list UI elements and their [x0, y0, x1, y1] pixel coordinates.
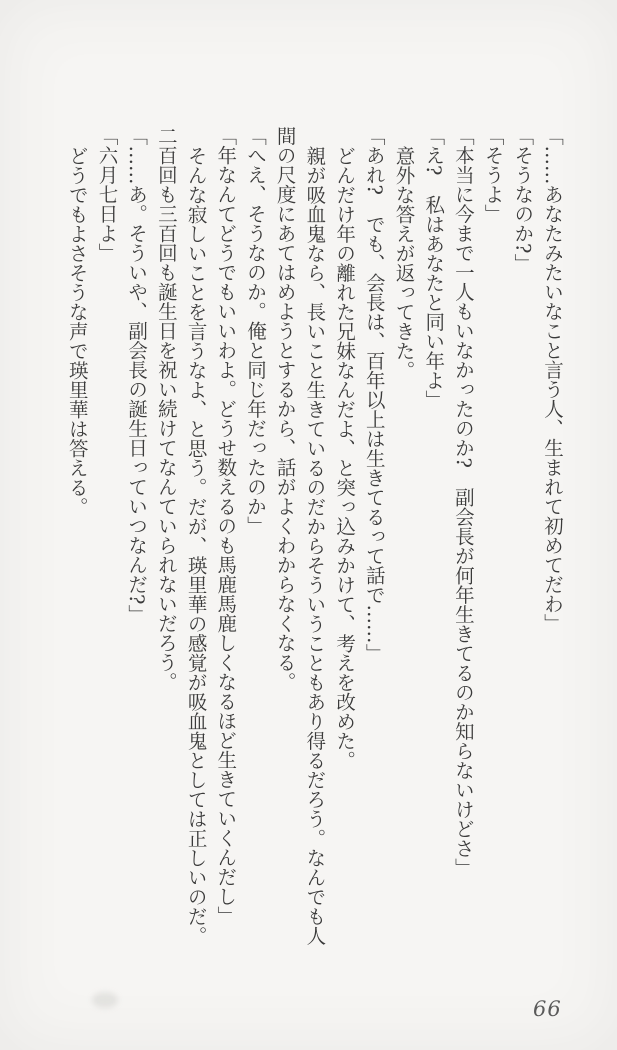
paragraph: 「そうよ」 — [481, 126, 505, 224]
paragraph: 「……あなたみたいなこと言う人、生まれて初めてだわ」 — [541, 126, 564, 633]
paragraph: どうでもよさそうな声で瑛里華は答える。 — [65, 145, 89, 516]
paragraph: 「本当に今まで一人もいなかったのか? 副会長が何年生きてるのか知らないけどさ」 — [451, 126, 475, 878]
paragraph: 「へえ、そうなのか。俺と同じ年だったのか」 — [243, 126, 267, 536]
paragraph: 「年なんてどうでもいいわよ。どうせ数えるのも馬鹿馬鹿しくなるほど生きていくんだし」 — [214, 126, 238, 926]
paragraph: そんな寂しいことを言うなよ、と思う。だが、瑛里華の感覚が吸血鬼としては正しいのだ。二百回も三百回も誕生日を祝い続けてなんていられないだろう。 — [154, 126, 208, 945]
page-number: 66 — [533, 997, 562, 1021]
paragraph: どんだけ年の離れた兄妹なんだよ、と突っ込みかけて、考えを改めた。 — [333, 145, 357, 770]
scan-artifact — [92, 992, 118, 1008]
paragraph: 「そうなのか?」 — [511, 126, 535, 273]
paragraph: 「六月七日よ」 — [95, 126, 119, 263]
paragraph: 親が吸血鬼なら、長いこと生きているのだからそういうこともあり得るだろう。なんでも人間の尺度にあてはめようとするから、話がよくわからなくなる。 — [273, 126, 327, 945]
paragraph: 「え? 私はあなたと同い年よ」 — [422, 126, 446, 410]
text-block — [62, 126, 567, 947]
paragraph: 意外な答えが返ってきた。 — [392, 145, 416, 380]
paragraph: 「あれ? でも、会長は、百年以上は生きてるって話で……」 — [362, 126, 386, 663]
paragraph: 「……あ。そういや、副会長の誕生日っていつなんだ?」 — [125, 126, 149, 624]
